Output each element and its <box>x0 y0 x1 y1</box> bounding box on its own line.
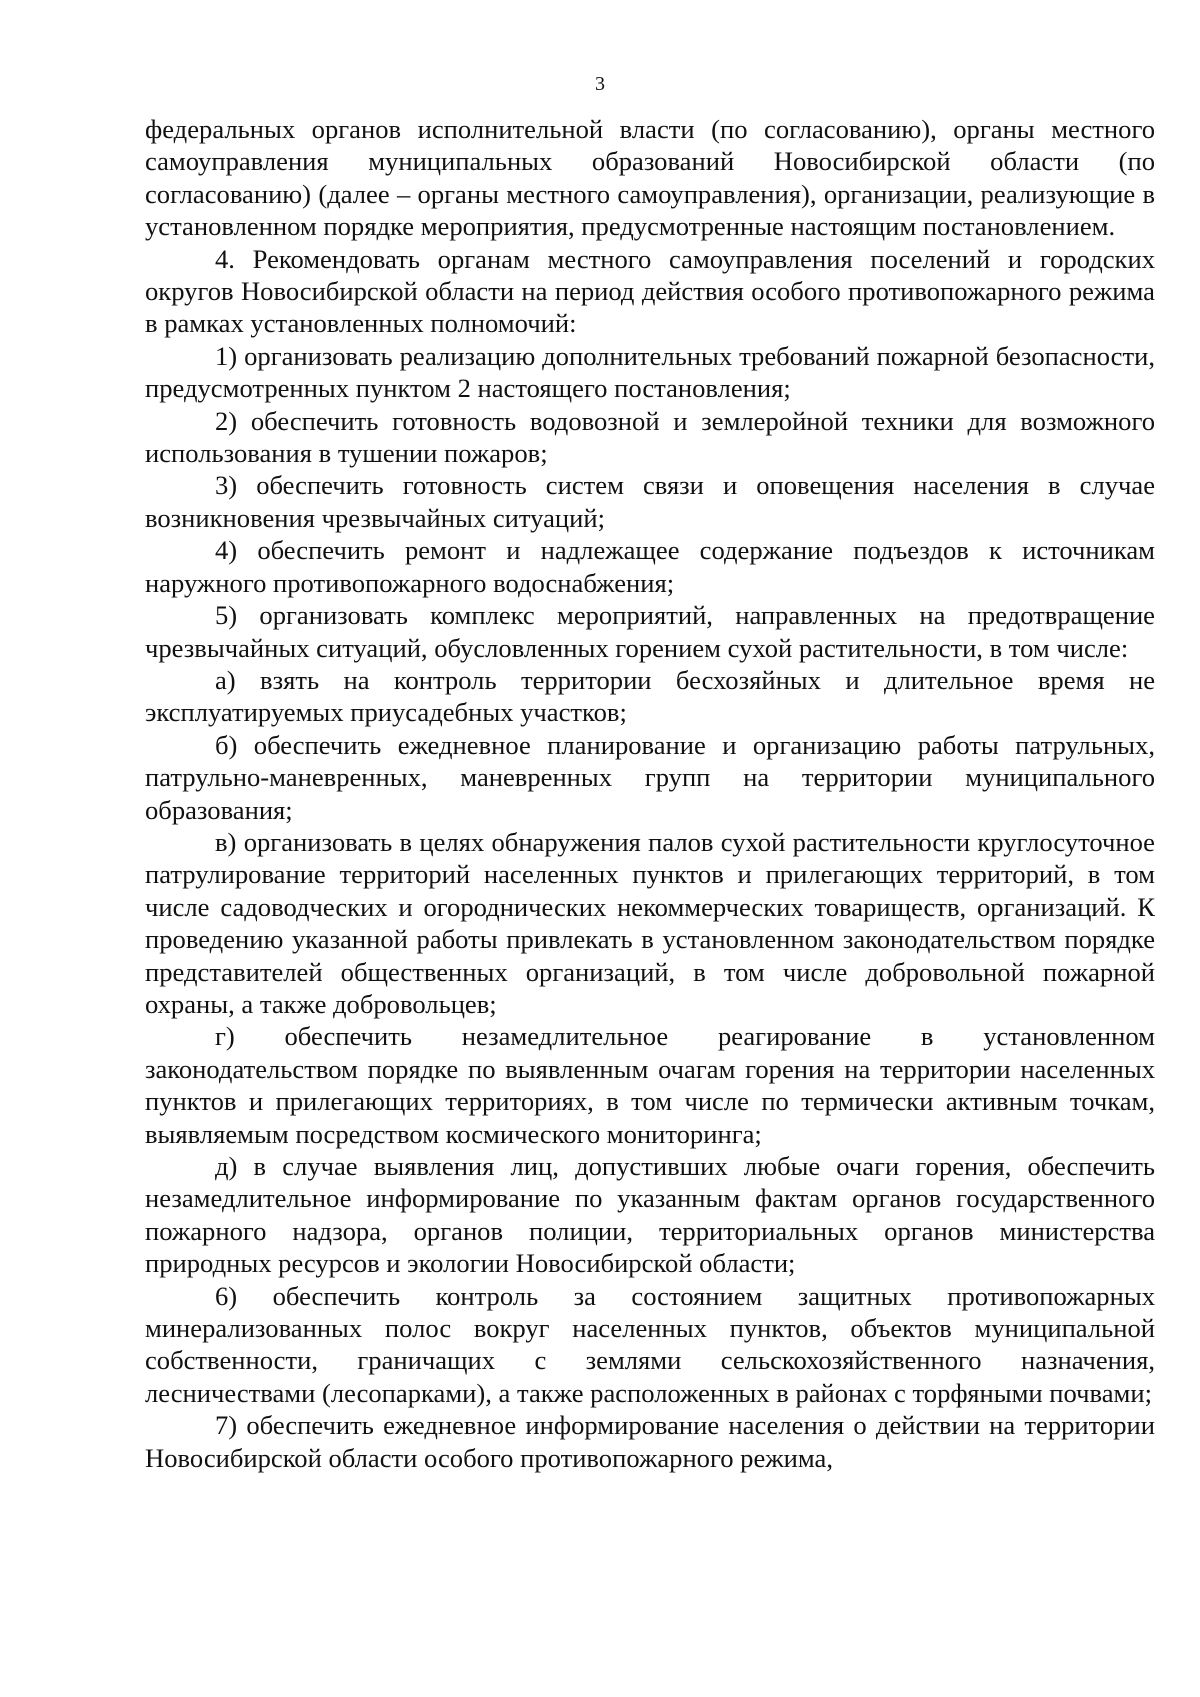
paragraph-subitem-a: а) взять на контроль территории бесхозяйных и длительное время не эксплуатируемых приусадебных участков; <box>145 664 1155 728</box>
paragraph-subitem-7: 7) обеспечить ежедневное информирование населения о действии на территории Новосибирской области особого противопожарного режима, <box>145 1410 1155 1473</box>
paragraph-subitem-v: в) организовать в целях обнаружения палов сухой растительности круглосуточное патрулирование территорий населенных пунктов и прилегающих территорий, в том числе садоводческих и огороднических некоммерческих товариществ, организаций. К проведению указанной работы привлекать в установленном законодательством порядке представителей общественных организаций, в том числе добровольной пожарной охраны, а также добровольцев; <box>145 826 1155 1019</box>
paragraph-subitem-1: 1) организовать реализацию дополнительных требований пожарной безопасности, предусмотренных пунктом 2 настоящего постановления; <box>145 340 1155 404</box>
document-body <box>145 113 1155 1474</box>
paragraph-continuation: федеральных органов исполнительной власти (по согласованию), органы местного самоуправления муниципальных образований Новосибирской области (по согласованию) (далее – органы местного самоуправления), организации, реализующие в установленном порядке мероприятия, предусмотренные настоящим постановлением. <box>145 114 1155 242</box>
paragraph-subitem-4: 4) обеспечить ремонт и надлежащее содержание подъездов к источникам наружного противопожарного водоснабжения; <box>145 535 1155 598</box>
paragraph-subitem-b: б) обеспечить ежедневное планирование и организацию работы патрульных, патрульно-маневренных, маневренных групп на территории муниципального образования; <box>145 729 1155 825</box>
paragraph-subitem-5: 5) организовать комплекс мероприятий, направленных на предотвращение чрезвычайных ситуаций, обусловленных горением сухой растительности, в том числе: <box>145 600 1155 663</box>
paragraph-subitem-d: д) в случае выявления лиц, допустивших любые очаги горения, обеспечить незамедлительное информирование по указанным фактам органов государственного пожарного надзора, органов полиции, территориальных органов министерства природных ресурсов и экологии Новосибирской области; <box>145 1151 1155 1279</box>
paragraph-item-4: 4. Рекомендовать органам местного самоуправления поселений и городских округов Новосибирской области на период действия особого противопожарного режима в рамках установленных полномочий: <box>145 243 1155 339</box>
paragraph-subitem-2: 2) обеспечить готовность водовозной и землеройной техники для возможного использования в тушении пожаров; <box>145 405 1155 469</box>
page-number: 3 <box>595 73 605 95</box>
paragraph-subitem-3: 3) обеспечить готовность систем связи и оповещения населения в случае возникновения чрезвычайных ситуаций; <box>145 470 1155 533</box>
paragraph-subitem-g: г) обеспечить незамедлительное реагирование в установленном законодательством порядке по выявленным очагам горения на территории населенных пунктов и прилегающих территориях, в том числе по термически активным точкам, выявляемым посредством космического мониторинга; <box>145 1021 1155 1149</box>
paragraph-subitem-6: 6) обеспечить контроль за состоянием защитных противопожарных минерализованных полос вокруг населенных пунктов, объектов муниципальной собственности, граничащих с землями сельскохозяйственного назначения, лесничествами (лесопарками), а также расположенных в районах с торфяными почвами; <box>145 1280 1155 1408</box>
